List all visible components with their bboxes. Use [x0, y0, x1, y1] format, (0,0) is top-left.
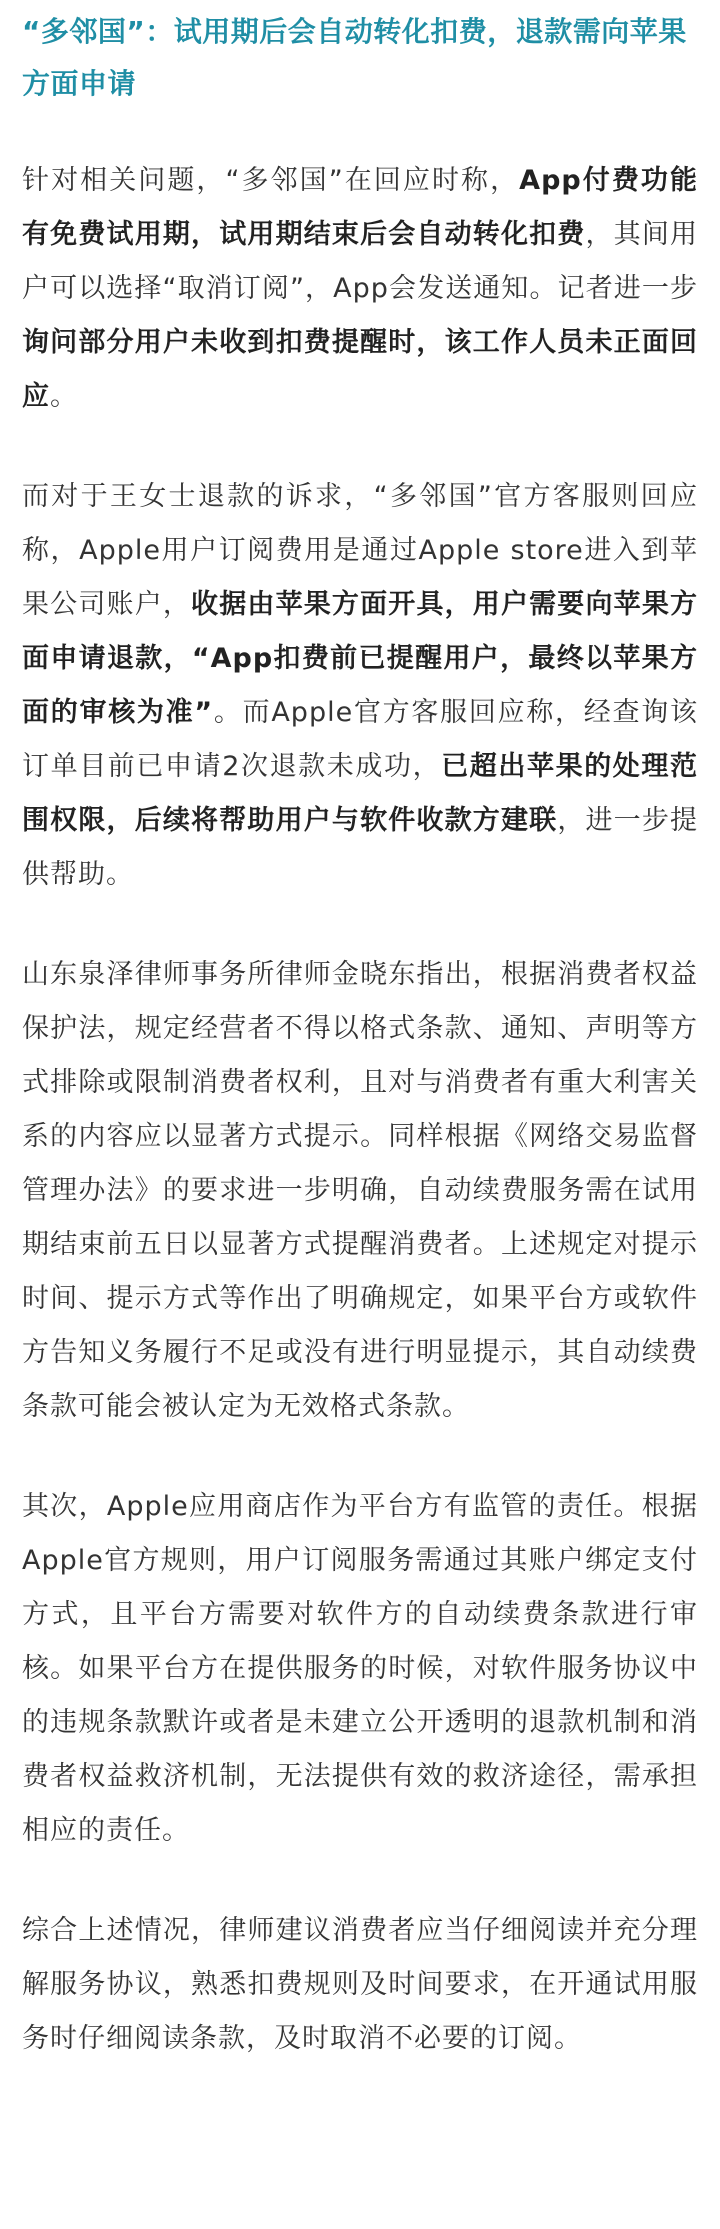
paragraph-platform	[22, 1480, 698, 1858]
text-segment: 综合上述情况，律师建议消费者应当仔细阅读并充分理解服务协议，熟悉扣费规则及时间要求，在开通试用服务时仔细阅读条款，及时取消不必要的订阅。	[22, 1915, 698, 2054]
text-segment: 。	[50, 381, 78, 412]
bold-segment: 询问部分用户未收到扣费提醒时，该工作人员未正面回应	[22, 327, 698, 412]
text-segment: ，进一步提供帮助。	[22, 805, 699, 890]
text-segment: 针对相关问题，“多邻国”在回应时称，	[22, 165, 520, 196]
paragraph-advice	[22, 1904, 698, 2066]
text-segment: 。而Apple官方客服回应称，经查询该订单目前已申请2次退款未成功，	[22, 697, 698, 782]
text-segment: ，其间用户可以选择“取消订阅”，App会发送通知。记者进一步	[22, 219, 699, 304]
bold-segment: 收据由苹果方面开具，用户需要向苹果方面申请退款，“App扣费前已提醒用户，最终以苹果方面的审核为准”	[22, 589, 699, 728]
paragraph-lawyer	[22, 948, 698, 1434]
bold-segment: 已超出苹果的处理范围权限，后续将帮助用户与软件收款方建联	[22, 751, 698, 836]
text-segment: 山东泉泽律师事务所律师金晓东指出，根据消费者权益保护法，规定经营者不得以格式条款、通知、声明等方式排除或限制消费者权利，且对与消费者有重大利害关系的内容应以显著方式提示。同样根据《网络交易监督管理办法》的要求进一步明确，自动续费服务需在试用期结束前五日以显著方式提醒消费者。上述规定对提示时间、提示方式等作出了明确规定，如果平台方或软件方告知义务履行不足或没有进行明显提示，其自动续费条款可能会被认定为无效格式条款。	[22, 959, 698, 1422]
paragraph-response	[22, 154, 698, 424]
text-segment: 而对于王女士退款的诉求，“多邻国”官方客服则回应称，Apple用户订阅费用是通过Apple store进入到苹果公司账户，	[22, 481, 698, 620]
bold-segment: App付费功能有免费试用期，试用期结束后会自动转化扣费	[22, 165, 698, 250]
paragraph-refund	[22, 470, 698, 902]
article-heading: “多邻国”：试用期后会自动转化扣费，退款需向苹果方面申请	[22, 15, 687, 100]
text-segment: 其次，Apple应用商店作为平台方有监管的责任。根据Apple官方规则，用户订阅服务需通过其账户绑定支付方式，且平台方需要对软件方的自动续费条款进行审核。如果平台方在提供服务的时候，对软件服务协议中的违规条款默许或者是未建立公开透明的退款机制和消费者权益救济机制，无法提供有效的救济途径，需承担相应的责任。	[22, 1491, 698, 1846]
